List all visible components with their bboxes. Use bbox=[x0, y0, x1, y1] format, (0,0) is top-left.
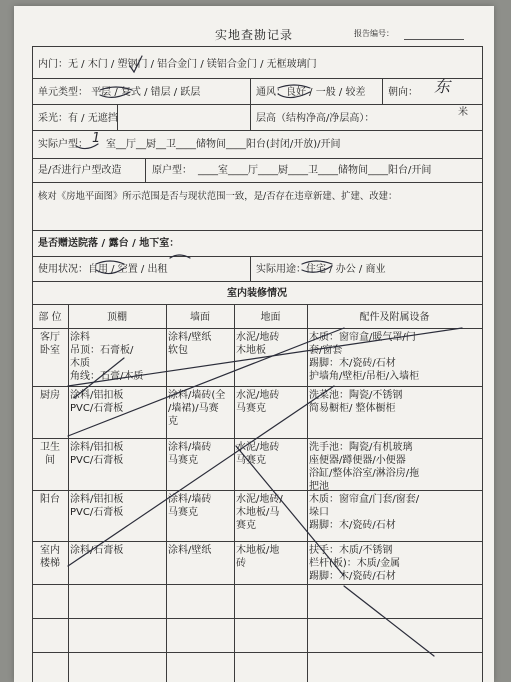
row-wall-cell[interactable]: 涂料/墙砖(全 /墙裙)/马赛 克 bbox=[168, 390, 226, 427]
floor-height-unit: 米 bbox=[458, 107, 468, 118]
actual-use-options[interactable]: 实际用途：住宅 / 办公 / 商业 bbox=[256, 264, 386, 275]
row-floor-cell[interactable]: 水泥/地砖 马赛克 bbox=[236, 390, 280, 414]
table-col-line bbox=[307, 304, 308, 682]
gift-area-question[interactable]: 是否赠送院落 / 露台 / 地下室： bbox=[38, 238, 180, 249]
col-header-floor: 地面 bbox=[260, 312, 281, 323]
table-row-line bbox=[32, 328, 482, 329]
actual-layout-label: 实际户型： bbox=[38, 139, 88, 150]
row-floor-cell[interactable]: 水泥/地砖/ 木地板/马 赛克 bbox=[236, 494, 283, 531]
table-row-line bbox=[32, 652, 482, 653]
ventilation-options[interactable]: 通风：良好 / 一般 / 较差 bbox=[256, 87, 366, 98]
report-number-label: 报告编号： bbox=[354, 29, 394, 38]
usage-status-options[interactable]: 使用状况：自用 / 空置 / 出租 bbox=[38, 264, 168, 275]
plan-check-question[interactable]: 核对《房地平面图》所示范围是否与现状范围一致，是/否存在违章新建、扩建、改建： bbox=[38, 191, 398, 202]
report-number-field[interactable] bbox=[404, 39, 464, 40]
col-header-part: 部 位 bbox=[38, 312, 62, 323]
row-line bbox=[32, 46, 482, 47]
diagonal-strike-5 bbox=[344, 586, 434, 656]
row-part-cell: 厨房 bbox=[40, 390, 60, 401]
row-part-cell: 室内 楼梯 bbox=[40, 545, 60, 569]
row-floor-cell[interactable]: 水泥/地砖 马赛克 bbox=[236, 442, 280, 466]
orientation-value[interactable]: 东 bbox=[434, 77, 451, 96]
row-wall-cell[interactable]: 涂料/壁纸 bbox=[168, 545, 212, 556]
col-header-wall: 墙面 bbox=[190, 312, 210, 323]
row-line bbox=[32, 158, 482, 159]
table-col-line bbox=[166, 304, 167, 682]
row-wall-cell[interactable]: 涂料/墙砖 马赛克 bbox=[168, 442, 212, 466]
row-wall-cell[interactable]: 涂料/墙砖 马赛克 bbox=[168, 494, 212, 518]
orientation-label: 朝向： bbox=[388, 87, 418, 98]
table-row-line bbox=[32, 438, 482, 439]
table-col-line bbox=[234, 304, 235, 682]
row-floor-cell[interactable]: 水泥/地砖 木地板 bbox=[236, 332, 280, 356]
col-divider bbox=[382, 78, 383, 104]
actual-layout-room-count[interactable]: 1 bbox=[92, 131, 101, 146]
col-header-ceiling: 顶棚 bbox=[107, 312, 127, 323]
row-ceiling-cell[interactable]: 涂料 吊顶：石膏板/ 木质 角线：石膏/木质 bbox=[70, 332, 144, 382]
row-line bbox=[32, 182, 482, 183]
row-fittings-cell[interactable]: 洗手池：陶瓷/有机玻璃 座便器/蹲便器/小便器 浴缸/整体浴室/淋浴房/拖 把池 bbox=[309, 442, 420, 492]
row-fittings-cell[interactable]: 木质：窗帘盒/暖气罩/门 套/窗套 踢脚：木/瓷砖/石材 护墙角/壁柜/吊柜/入墙柜 bbox=[309, 332, 420, 382]
row-part-cell: 卫生 间 bbox=[40, 442, 60, 466]
table-row-line bbox=[32, 618, 482, 619]
decoration-section-title: 室内装修情况 bbox=[227, 288, 287, 299]
col-divider bbox=[250, 78, 251, 130]
door-type-options[interactable]: 内门：无 / 木门 / 塑钢门 / 铝合金门 / 镁铝合金门 / 无框玻璃门 bbox=[38, 59, 317, 70]
row-line bbox=[32, 230, 482, 231]
lighting-options[interactable]: 采光：有 / 无遮挡 bbox=[38, 113, 118, 124]
floor-height-label: 层高（结构净高/净层高）： bbox=[256, 113, 375, 124]
table-row-line bbox=[32, 584, 482, 585]
row-line bbox=[32, 256, 482, 257]
unit-type-options[interactable]: 单元类型： 平层 / 复式 / 错层 / 跃层 bbox=[38, 87, 201, 98]
frame-right bbox=[482, 46, 483, 682]
row-ceiling-cell[interactable]: 涂料/铝扣板 PVC/石膏板 bbox=[70, 494, 124, 518]
table-row-line bbox=[32, 386, 482, 387]
inspection-form-sheet bbox=[14, 6, 494, 682]
row-line bbox=[32, 78, 482, 79]
actual-layout-fields[interactable]: 室__厅__厨__卫____储物间____阳台(封闭/开放)/开间 bbox=[106, 139, 341, 150]
row-line bbox=[32, 304, 482, 305]
original-layout-label: 原户型： bbox=[152, 165, 192, 176]
row-ceiling-cell[interactable]: 涂料/铝扣板 PVC/石膏板 bbox=[70, 442, 124, 466]
row-part-cell: 阳台 bbox=[40, 494, 60, 505]
original-layout-fields[interactable]: ____室____厅____厨____卫____储物间____阳台/开间 bbox=[198, 165, 432, 176]
col-divider bbox=[250, 256, 251, 281]
row-ceiling-cell[interactable]: 涂料/铝扣板 PVC/石膏板 bbox=[70, 390, 124, 414]
frame-left bbox=[32, 46, 33, 682]
row-part-cell: 客厅 卧室 bbox=[40, 332, 60, 356]
table-row-line bbox=[32, 541, 482, 542]
renovation-question[interactable]: 是/否进行户型改造 bbox=[38, 165, 122, 176]
row-fittings-cell[interactable]: 扶手：木质/不锈钢 栏杆(板)：木质/金属 踢脚：木/瓷砖/石材 bbox=[309, 545, 401, 582]
row-fittings-cell[interactable]: 洗菜池：陶瓷/不锈钢 简易橱柜/ 整体橱柜 bbox=[309, 390, 403, 414]
row-line bbox=[32, 281, 482, 282]
table-col-line bbox=[68, 304, 69, 682]
row-line bbox=[32, 104, 482, 105]
col-divider bbox=[145, 158, 146, 182]
row-ceiling-cell[interactable]: 涂料/石膏板 bbox=[70, 545, 124, 556]
row-wall-cell[interactable]: 涂料/壁纸 软包 bbox=[168, 332, 212, 356]
col-header-fittings: 配件及附属设备 bbox=[359, 312, 430, 323]
row-fittings-cell[interactable]: 木质：窗帘盒/门套/窗套/ 垛口 踢脚：木/瓷砖/石材 bbox=[309, 494, 420, 531]
row-floor-cell[interactable]: 木地板/地 砖 bbox=[236, 545, 280, 569]
form-title: 实地查勘记录 bbox=[214, 28, 293, 42]
